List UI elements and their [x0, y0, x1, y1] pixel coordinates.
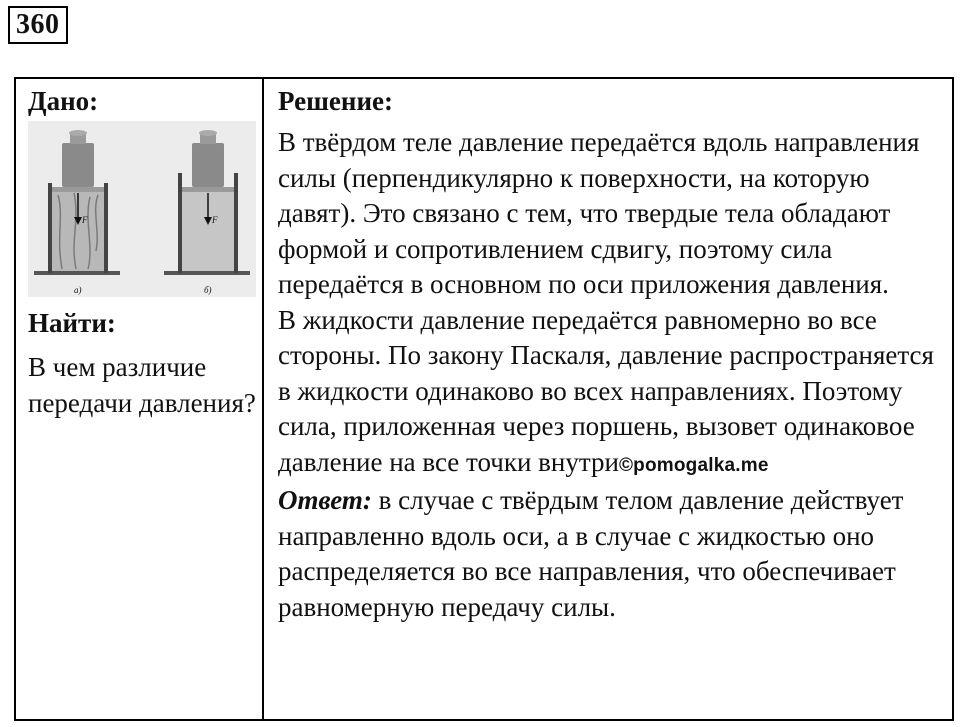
- solution-column: [264, 79, 952, 719]
- pressure-figure: [28, 121, 256, 297]
- force-label-b: F: [212, 215, 218, 225]
- answer-label: Ответ:: [278, 485, 372, 515]
- watermark: ©pomogalka.me: [618, 454, 769, 476]
- given-column: [16, 79, 264, 719]
- solution-table: [14, 77, 954, 721]
- answer-text: в случае с твёрдым телом давление действует направленно вдоль оси, а в случае с жидкостью оно распределяется во все направления, что обеспечивает равномерную передачу силы.: [278, 485, 904, 622]
- find-heading: Найти:: [28, 308, 116, 338]
- problem-number: 360: [8, 6, 68, 44]
- force-label-a: F: [82, 215, 88, 225]
- find-question: В чем различие передачи давления?: [28, 352, 256, 418]
- solution-paragraph-liquid: [278, 303, 950, 484]
- answer-paragraph: [278, 483, 950, 625]
- figure-label-b: б): [204, 285, 212, 295]
- solution-paragraph-solid: В твёрдом теле давление передаётся вдоль направления силы (перпендикулярно к поверхности, на которую давят). Это связано с тем, что твердые тела обладают формой и сопротивлением сдвигу, поэтому сила передаётся в основном по оси приложения давления.: [278, 127, 920, 299]
- given-heading: Дано:: [28, 86, 99, 116]
- figure-label-a: а): [74, 285, 82, 295]
- solution-heading: Решение:: [278, 86, 393, 116]
- solution-paragraph-liquid-text: В жидкости давление передаётся равномерно во все стороны. По закону Паскаля, давление распространяется в жидкости одинаково во всех направлениях. Поэтому сила, приложенная через поршень, вызовет одинаковое давление на все точки внутри: [278, 304, 934, 477]
- solution-body: [278, 125, 950, 625]
